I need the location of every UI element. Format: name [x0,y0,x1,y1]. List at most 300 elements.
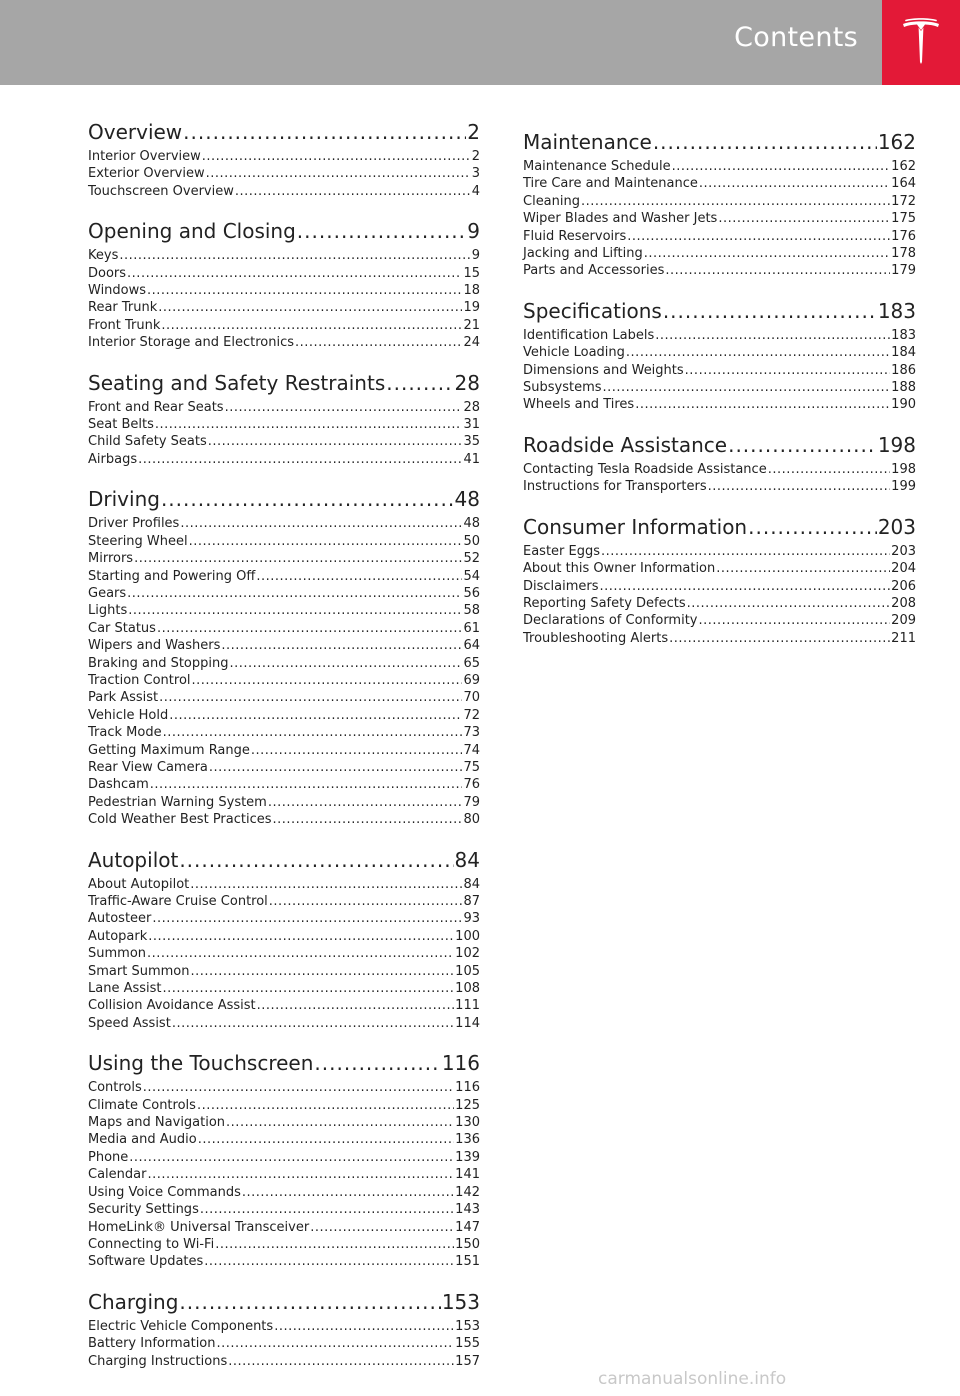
toc-section-heading[interactable] [88,1049,480,1077]
toc-entry[interactable] [88,334,480,351]
toc-entry-label: Car Status [88,620,156,636]
toc-section-title: Maintenance [523,130,652,154]
toc-section-heading[interactable] [523,297,916,325]
toc-entry[interactable] [523,327,916,344]
toc-entry-label: Electric Vehicle Components [88,1318,274,1334]
tesla-logo-icon [901,18,941,66]
toc-entry-label: Declarations of Conformity [523,613,698,629]
toc-entry-page: 130 [455,1115,480,1131]
toc-entry-page: 155 [455,1336,480,1352]
dot-leader [179,1288,440,1316]
toc-entry-label: Battery Information [88,1336,216,1352]
dot-leader [206,165,471,182]
toc-entry[interactable] [88,655,480,672]
toc-section-page: 48 [454,487,480,512]
dot-leader [653,128,877,156]
toc-entry-label: Dimensions and Weights [523,362,684,378]
toc-entry[interactable] [88,183,480,200]
dot-leader [158,299,462,316]
toc-entry-page: 4 [471,183,480,199]
toc-entry-page: 179 [891,263,916,279]
logo-badge [882,0,960,85]
toc-entry[interactable] [523,158,916,175]
dot-leader [228,1353,454,1370]
toc-entry[interactable] [88,416,480,433]
dot-leader [230,655,463,672]
dot-leader [257,997,455,1014]
dot-leader [297,217,466,245]
toc-section-heading[interactable] [88,118,480,146]
toc-entry-page: 206 [891,578,916,594]
toc-entry[interactable] [523,630,916,647]
toc-entry-label: Interior Overview [88,149,201,164]
toc-entry-page: 70 [463,690,480,706]
toc-entry[interactable] [88,1353,480,1370]
toc-entry[interactable] [523,612,916,629]
dot-leader [157,620,463,637]
toc-section-heading[interactable] [88,485,480,513]
toc-entry[interactable] [88,876,480,893]
dot-leader [128,602,462,619]
dot-leader [386,369,453,397]
toc-section-title: Consumer Information [523,514,748,539]
toc-entry-label: Cold Weather Best Practices [88,812,272,828]
toc-entry[interactable] [88,1219,480,1236]
toc-entry-page: 147 [455,1219,480,1235]
dot-leader [655,327,890,344]
toc-entry-label: Doors [88,265,127,281]
dot-leader [192,672,463,689]
toc-entry-label: Smart Summon [88,963,190,979]
toc-section-page: 28 [454,370,480,395]
toc-entry[interactable] [523,210,916,227]
toc-entry[interactable] [88,1253,480,1270]
toc-section-heading[interactable] [88,217,480,245]
toc-entry[interactable] [88,602,480,619]
toc-entry-label: Security Settings [88,1202,199,1218]
toc-entry-page: 80 [463,812,480,828]
dot-leader [314,1049,440,1077]
toc-entry[interactable] [88,637,480,654]
toc-entry[interactable] [88,1318,480,1335]
toc-entry-label: Disclaimers [523,578,599,594]
toc-entry[interactable] [88,1201,480,1218]
toc-entry[interactable] [523,245,916,262]
toc-entry-label: Mirrors [88,551,134,567]
toc-entry-label: Reporting Safety Defects [523,595,686,611]
toc-entry-page: 176 [891,228,916,244]
toc-entry-label: Front Trunk [88,317,161,333]
dot-leader [180,515,462,532]
toc-entry-label: About Autopilot [88,876,190,892]
toc-entry-page: 114 [455,1015,480,1031]
dot-leader [221,637,462,654]
toc-entry[interactable] [88,282,480,299]
toc-entry[interactable] [88,1335,480,1352]
toc-entry[interactable] [88,811,480,828]
toc-right-column [523,128,916,664]
dot-leader [269,893,463,910]
dot-leader [251,742,463,759]
toc-entry-label: Speed Assist [88,1015,171,1031]
dot-leader [143,1079,454,1096]
toc-entry[interactable] [523,560,916,577]
dot-leader [204,1253,454,1270]
toc-section [523,431,916,496]
toc-entry-page: 56 [463,585,480,601]
dot-leader [663,297,877,325]
dot-leader [748,513,877,541]
toc-entry-page: 162 [891,159,916,174]
toc-section [88,217,480,351]
toc-entry-page: 28 [463,399,480,415]
toc-entry-page: 2 [471,149,480,164]
toc-entry-label: Tire Care and Maintenance [523,176,698,192]
toc-entry[interactable] [88,568,480,585]
toc-section-page: 162 [877,130,916,154]
toc-entry[interactable] [88,247,480,264]
toc-entry-label: Using Voice Commands [88,1184,241,1200]
dot-leader [169,707,462,724]
toc-section-title: Seating and Safety Restraints [88,370,386,395]
toc-entry-page: 65 [463,655,480,671]
dot-leader [208,433,463,450]
toc-entry-label: Vehicle Hold [88,707,169,723]
dot-leader [127,585,462,602]
dot-leader [718,210,890,227]
toc-entry[interactable] [523,396,916,413]
toc-entry-label: Airbags [88,451,138,467]
dot-leader [163,980,455,997]
toc-entry-page: 164 [891,176,916,192]
toc-left-column [88,118,480,1387]
toc-section-heading[interactable] [523,431,916,459]
toc-entry-page: 58 [463,603,480,619]
toc-entry[interactable] [88,997,480,1014]
toc-entry[interactable] [523,543,916,560]
dot-leader [581,193,890,210]
toc-entry[interactable] [88,148,480,165]
toc-entry[interactable] [523,461,916,478]
toc-entry-label: Wheels and Tires [523,397,635,413]
dot-leader [256,568,462,585]
toc-section-heading[interactable] [523,128,916,156]
dot-leader [147,945,454,962]
toc-entry-label: Getting Maximum Range [88,742,250,758]
toc-entry-label: Vehicle Loading [523,345,625,361]
toc-section-heading[interactable] [88,1288,480,1316]
toc-entry-label: Seat Belts [88,417,154,433]
toc-entry-label: Park Assist [88,690,159,706]
toc-entry[interactable] [88,399,480,416]
dot-leader [190,963,454,980]
dot-leader [600,578,891,595]
toc-entry-label: Rear View Camera [88,759,208,775]
toc-entry-label: Lights [88,603,128,619]
toc-entry-page: 204 [891,561,916,577]
toc-entry[interactable] [88,910,480,927]
toc-entry-page: 150 [455,1236,480,1252]
dot-leader [198,1131,454,1148]
dot-leader [190,876,462,893]
toc-entry[interactable] [88,433,480,450]
toc-entry-label: Fluid Reservoirs [523,228,627,244]
toc-entry[interactable] [523,262,916,279]
toc-entry[interactable] [88,689,480,706]
toc-entry-label: Controls [88,1080,142,1096]
toc-entry-page: 72 [463,707,480,723]
dot-leader [268,794,463,811]
toc-entry-page: 153 [455,1318,480,1334]
toc-entry[interactable] [523,362,916,379]
toc-entry[interactable] [88,759,480,776]
toc-entry-label: Lane Assist [88,981,162,997]
dot-leader [155,416,463,433]
toc-section-title: Using the Touchscreen [88,1051,314,1076]
toc-entry-label: Gears [88,585,127,601]
toc-entry[interactable] [88,963,480,980]
dot-leader [699,612,891,629]
toc-entry[interactable] [88,1166,480,1183]
toc-entry[interactable] [88,1184,480,1201]
dot-leader [129,1149,454,1166]
toc-entry-page: 54 [463,568,480,584]
toc-entry-label: Summon [88,946,147,962]
toc-entry-label: Pedestrian Warning System [88,794,267,810]
toc-entry-page: 172 [891,193,916,209]
dot-leader [148,928,454,945]
dot-leader [150,776,463,793]
toc-entry-label: Driver Profiles [88,516,180,532]
toc-entry-page: 19 [463,300,480,316]
toc-entry-page: 100 [455,928,480,944]
toc-entry[interactable] [88,928,480,945]
toc-section [88,485,480,828]
toc-entry[interactable] [88,317,480,334]
toc-entry[interactable] [523,193,916,210]
toc-entry-page: 21 [463,317,480,333]
toc-section-page: 84 [454,847,480,872]
dot-leader [172,1015,454,1032]
toc-entry-label: Steering Wheel [88,533,188,549]
toc-section [523,297,916,414]
dot-leader [728,431,877,459]
toc-entry-label: Connecting to Wi-Fi [88,1236,215,1252]
dot-leader [152,910,462,927]
dot-leader [159,689,462,706]
dot-leader [183,118,466,146]
toc-entry[interactable] [88,980,480,997]
toc-entry-label: Track Mode [88,725,162,741]
toc-section-heading[interactable] [88,369,480,397]
toc-entry-page: 64 [463,638,480,654]
toc-entry-label: Wipers and Washers [88,638,221,654]
dot-leader [197,1097,454,1114]
toc-entry[interactable] [88,165,480,182]
toc-entry-label: Interior Storage and Electronics [88,335,294,351]
toc-entry-page: 125 [455,1097,480,1113]
toc-entry-page: 111 [455,998,480,1014]
toc-entry-page: 143 [455,1202,480,1218]
toc-entry[interactable] [88,945,480,962]
toc-entry[interactable] [88,776,480,793]
toc-entry[interactable] [88,585,480,602]
toc-entry[interactable] [88,620,480,637]
toc-entry-page: 188 [891,380,916,396]
toc-entry-label: Collision Avoidance Assist [88,998,256,1014]
toc-entry[interactable] [88,1236,480,1253]
toc-section [88,1049,480,1270]
toc-entry[interactable] [88,533,480,550]
toc-section-title: Charging [88,1289,179,1314]
toc-entry-page: 24 [463,335,480,351]
toc-entry-page: 186 [891,362,916,378]
toc-entry-page: 50 [463,533,480,549]
toc-entry-label: Front and Rear Seats [88,399,224,415]
toc-entry-label: Phone [88,1149,129,1165]
toc-section-page: 116 [441,1051,480,1076]
toc-section-heading[interactable] [88,846,480,874]
toc-entry[interactable] [523,344,916,361]
toc-section-page: 9 [467,219,480,244]
toc-entry-page: 184 [891,345,916,361]
dot-leader [147,282,462,299]
toc-entry-page: 105 [455,963,480,979]
dot-leader [699,175,890,192]
dot-leader [215,1236,454,1253]
toc-entry[interactable] [88,1097,480,1114]
toc-entry[interactable] [88,451,480,468]
dot-leader [161,485,454,513]
toc-entry-page: 35 [463,434,480,450]
dot-leader [119,247,470,264]
dot-leader [147,1166,454,1183]
toc-entry-label: Contacting Tesla Roadside Assistance [523,461,767,477]
dot-leader [138,451,462,468]
dot-leader [189,533,463,550]
page-title: Contents [734,22,858,53]
toc-entry[interactable] [88,1015,480,1032]
toc-entry[interactable] [523,379,916,396]
toc-section-page: 203 [877,514,916,539]
toc-entry-page: 84 [463,876,480,892]
toc-entry-label: Autopark [88,928,148,944]
toc-section [88,118,480,200]
toc-entry-label: Identification Labels [523,327,655,343]
toc-section [523,513,916,647]
toc-entry-label: Parts and Accessories [523,263,665,279]
toc-entry-label: Cleaning [523,193,580,209]
toc-entry-page: 75 [463,759,480,775]
toc-entry[interactable] [523,478,916,495]
toc-entry-label: Calendar [88,1167,147,1183]
toc-entry-label: Maintenance Schedule [523,159,671,174]
toc-entry-page: 3 [471,166,480,182]
dot-leader [627,228,890,245]
toc-entry[interactable] [88,794,480,811]
toc-entry[interactable] [88,1079,480,1096]
toc-entry-label: Child Safety Seats [88,434,207,450]
dot-leader [235,183,471,200]
dot-leader [601,543,890,560]
toc-section [88,369,480,469]
dot-leader [225,399,463,416]
toc-entry[interactable] [523,228,916,245]
toc-entry-label: Keys [88,248,119,264]
toc-entry[interactable] [88,515,480,532]
toc-entry-label: Maps and Navigation [88,1115,226,1131]
toc-entry[interactable] [88,724,480,741]
toc-entry[interactable] [523,578,916,595]
toc-entry-page: 141 [455,1167,480,1183]
toc-entry-page: 116 [455,1080,480,1096]
toc-entry-label: Traffic-Aware Cruise Control [88,894,268,909]
toc-entry[interactable] [88,742,480,759]
dot-leader [310,1219,454,1236]
toc-entry-page: 76 [463,777,480,793]
page-header [0,0,960,85]
toc-entry-page: 151 [455,1254,480,1270]
toc-entry[interactable] [88,1131,480,1148]
dot-leader [217,1335,455,1352]
toc-entry-page: 18 [463,283,480,299]
toc-entry-label: Media and Audio [88,1132,197,1148]
toc-entry-label: Subsystems [523,380,602,396]
dot-leader [179,846,453,874]
toc-entry-page: 139 [455,1149,480,1165]
toc-entry-page: 203 [891,543,916,559]
toc-entry-label: Touchscreen Overview [88,183,234,199]
toc-entry[interactable] [523,175,916,192]
toc-entry[interactable] [88,265,480,282]
toc-entry-page: 183 [891,327,916,343]
toc-entry-page: 87 [463,894,480,909]
toc-entry[interactable] [88,1114,480,1131]
dot-leader [161,317,462,334]
toc-section-heading[interactable] [523,513,916,541]
toc-entry-label: Traction Control [88,672,191,688]
toc-entry[interactable] [88,707,480,724]
toc-entry[interactable] [88,299,480,316]
toc-entry[interactable] [523,595,916,612]
toc-entry-page: 102 [455,946,480,962]
toc-entry[interactable] [88,672,480,689]
toc-entry[interactable] [88,1149,480,1166]
toc-entry-label: Wiper Blades and Washer Jets [523,211,718,227]
dot-leader [687,595,891,612]
toc-entry-page: 142 [455,1184,480,1200]
toc-section-title: Autopilot [88,847,179,872]
toc-entry-page: 211 [891,630,916,646]
toc-entry-label: Dashcam [88,777,149,793]
dot-leader [626,344,890,361]
toc-section-page: 2 [467,120,480,144]
toc-entry-label: Rear Trunk [88,300,158,316]
toc-entry[interactable] [88,550,480,567]
toc-section-title: Overview [88,120,183,144]
toc-entry-label: Braking and Stopping [88,655,229,671]
toc-entry[interactable] [88,893,480,910]
dot-leader [134,550,462,567]
dot-leader [635,396,890,413]
dot-leader [163,724,463,741]
toc-entry-page: 198 [891,461,916,477]
dot-leader [202,148,471,165]
toc-entry-page: 157 [455,1353,480,1369]
toc-entry-label: Autosteer [88,911,152,927]
toc-entry-page: 52 [463,551,480,567]
toc-entry-label: Instructions for Transporters [523,479,707,495]
